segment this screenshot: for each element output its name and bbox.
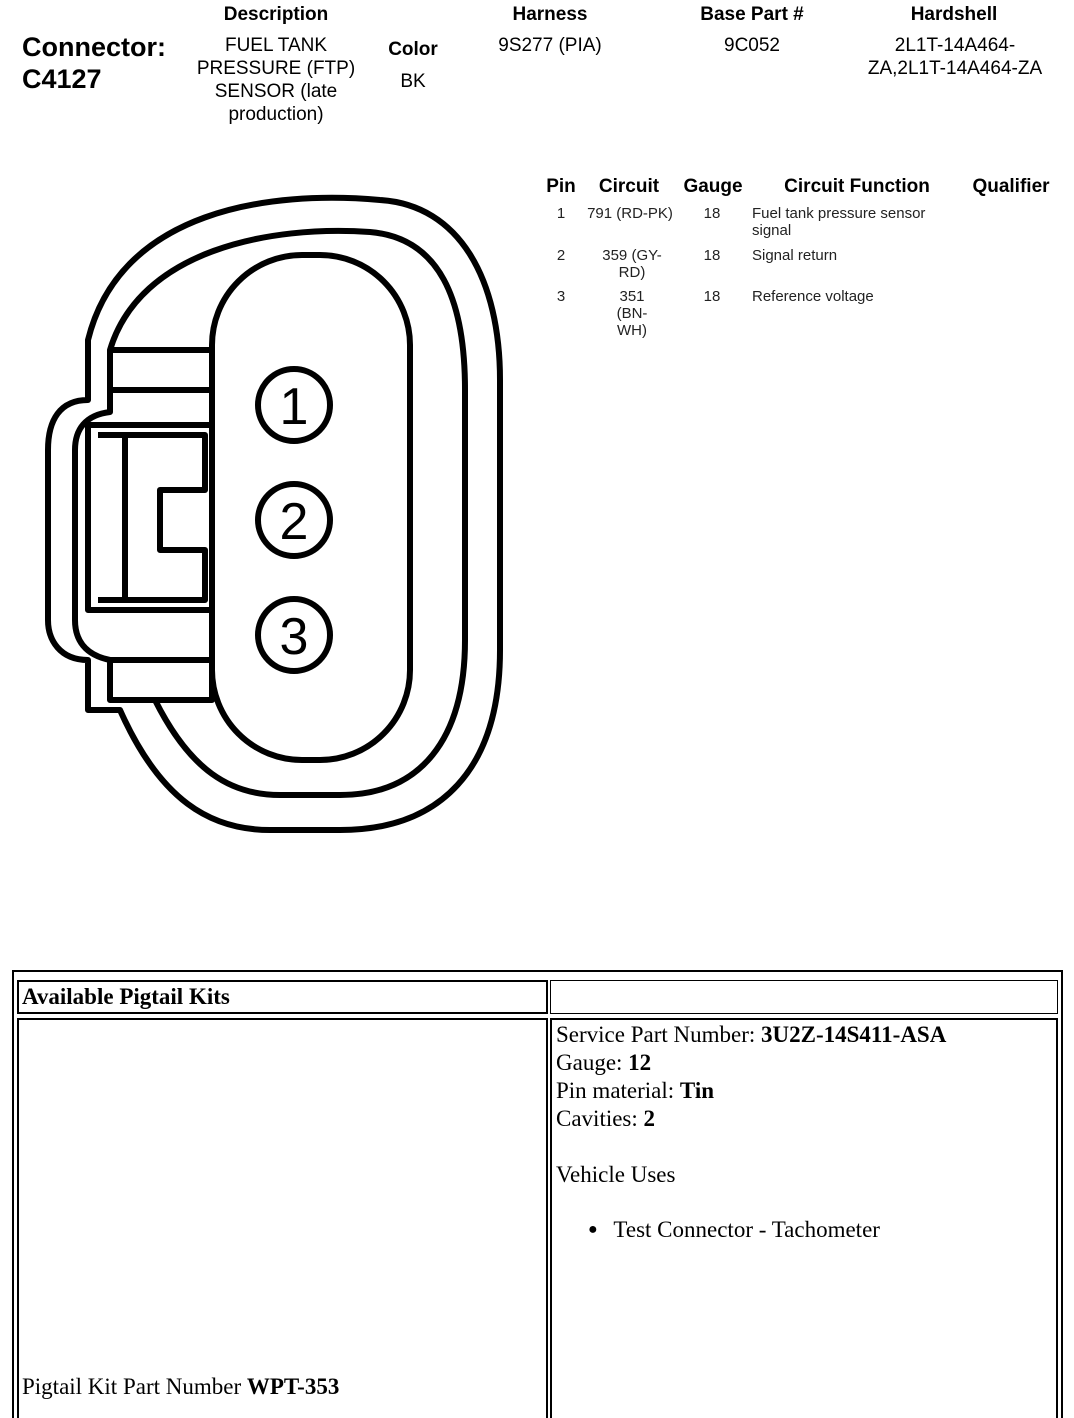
hardshell-value: 2L1T-14A464-ZA,2L1T-14A464-ZA [867,35,1043,79]
lock-tab-inner [98,435,205,600]
connector-face-diagram [40,190,510,840]
description-label: Description [223,4,329,25]
pin-material-line [556,1077,946,1105]
pin-number: 3 [556,288,566,305]
pin-material-value: Tin [679,1078,715,1103]
harness-value: 9S277 (PIA) [498,35,602,56]
pigtail-title: Available Pigtail Kits [22,984,230,1009]
pin-number: 1 [556,205,566,222]
connector-id: C4127 [22,64,102,94]
color-label: Color [388,39,438,60]
base-part-value: 9C052 [724,35,780,56]
gauge-label: Gauge: [556,1050,623,1075]
latch-bottom [110,660,212,700]
pigtail-details [556,1021,946,1189]
service-part-value: 3U2Z-14S411-ASA [761,1022,947,1047]
gauge-value: 18 [703,288,721,305]
pin-3-label: 3 [279,608,309,666]
function-value: Fuel tank pressure sensor signal [752,205,926,239]
connector-title [22,31,166,95]
lock-tab [88,425,212,610]
service-part-line [556,1021,946,1049]
circuit-function-col-header: Circuit Function [784,176,930,197]
pin-col-header: Pin [546,176,576,197]
qualifier-col-header: Qualifier [972,176,1050,197]
cavities-value: 2 [643,1106,656,1131]
base-part-label: Base Part # [700,4,804,25]
hardshell-label: Hardshell [910,4,998,25]
gauge-value: 18 [703,247,721,264]
pin-material-label: Pin material: [556,1078,675,1103]
cavities-line [556,1105,946,1133]
outer-shell [48,198,500,830]
gauge-value: 18 [703,205,721,222]
gauge-line [556,1049,946,1077]
service-part-label: Service Part Number: [556,1022,756,1047]
connector-label: Connector: [22,32,166,62]
pigtail-left-cell [17,1018,548,1418]
pigtail-header-right-cell [550,980,1058,1014]
gauge-col-header: Gauge [683,176,743,197]
function-value: Signal return [752,247,838,264]
color-value: BK [400,71,426,92]
pigtail-kit-label: Pigtail Kit Part Number [22,1374,242,1399]
circuit-value: 351 (BN-WH) [616,288,648,339]
function-value: Reference voltage [752,288,874,305]
pin-number: 2 [556,247,566,264]
description-value: FUEL TANK PRESSURE (FTP) SENSOR (late production) [196,35,356,125]
circuit-col-header: Circuit [598,176,660,197]
latch-top [110,350,212,390]
harness-label: Harness [512,4,588,25]
vehicle-use-item [588,1217,880,1243]
vehicle-use-text: Test Connector - Tachometer [613,1217,880,1242]
pin-2-label: 2 [279,493,309,551]
bullet-icon: ● [588,1221,598,1238]
cavities-label: Cavities: [556,1106,638,1131]
vehicle-uses-label: Vehicle Uses [556,1162,676,1187]
circuit-value: 359 (GY-RD) [602,247,662,281]
pin-housing [212,255,410,760]
pigtail-kit-line [22,1374,339,1400]
pin-1-label: 1 [279,378,309,436]
circuit-value: 791 (RD-PK) [587,205,673,222]
pigtail-kit-number: WPT-353 [246,1374,340,1399]
gauge-value: 12 [628,1050,652,1075]
